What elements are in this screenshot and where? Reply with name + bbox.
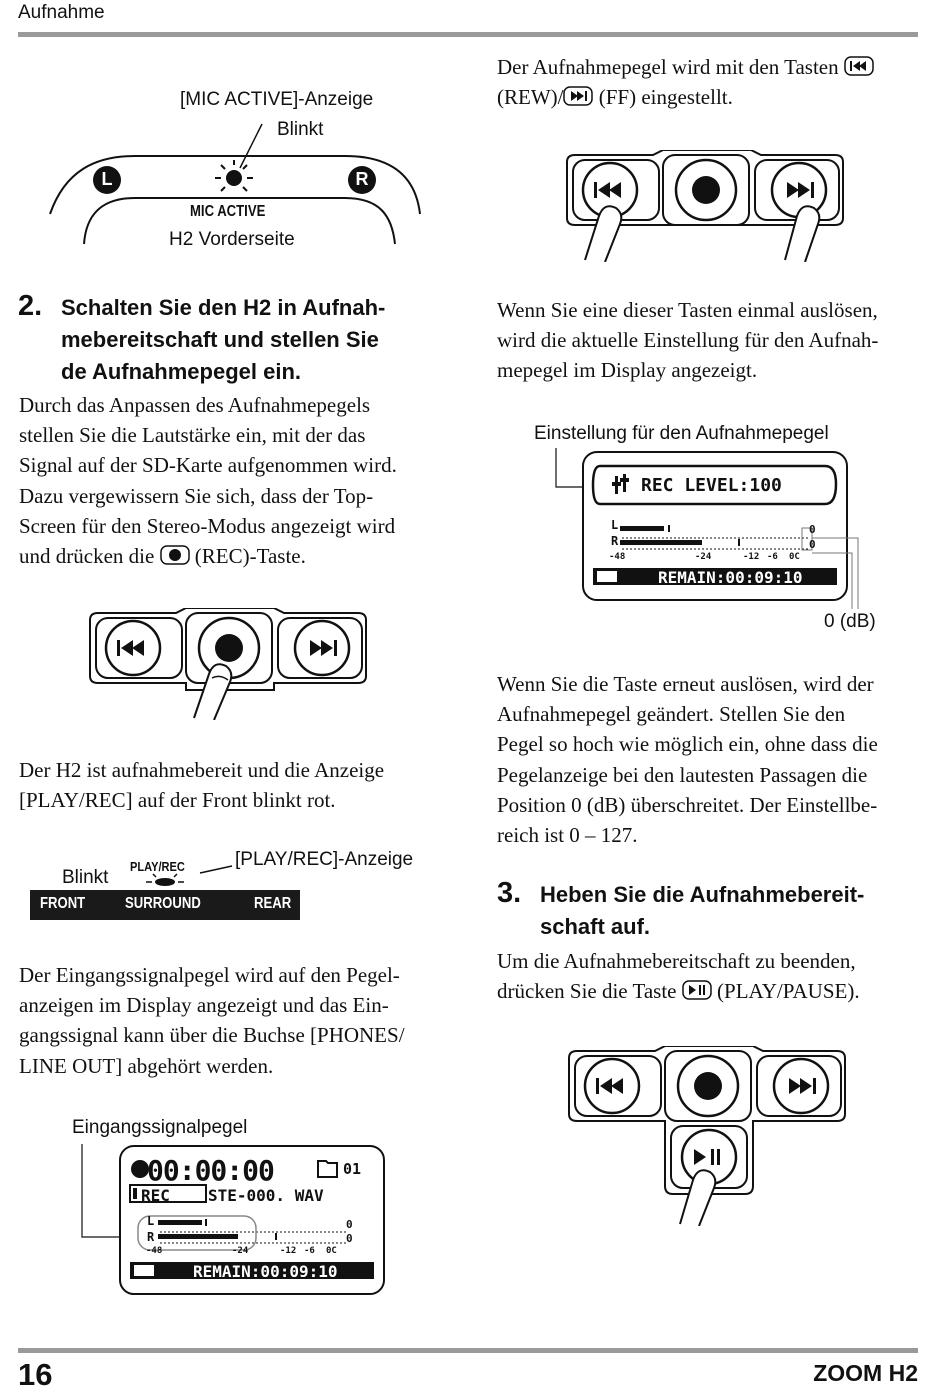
left-badge: L [101, 169, 113, 189]
input-rec-tag: REC [141, 1186, 170, 1205]
mic-active-text: MIC ACTIVE [190, 203, 266, 220]
step-3-paragraph [497, 946, 922, 1006]
text-line: (REW)/ (FF) eingestellt. [497, 85, 733, 110]
input-level-scale [146, 1246, 356, 1256]
transport-play-press-diagram [567, 1046, 847, 1226]
level-remain: REMAIN:00:09:10 [658, 568, 803, 587]
mic-active-label: [MIC ACTIVE]-Anzeige [180, 89, 374, 110]
playrec-indicator-label: [PLAY/REC]-Anzeige [235, 849, 414, 870]
text-line: Screen für den Stereo-Modus angezeigt wird [19, 513, 396, 538]
scale-tick: -12 [743, 552, 760, 562]
text-line: Pegelanzeige bei den lautesten Passagen die [497, 762, 868, 787]
level-ch-r: R [611, 534, 619, 548]
level-scale-zero: 0 [809, 523, 816, 536]
step-2-paragraph-2 [19, 755, 444, 815]
input-scale-zero-r: 0 [346, 1232, 353, 1245]
led-text: PLAY/REC [130, 859, 185, 874]
scale-tick: -24 [695, 552, 712, 562]
text-line: Aufnahmepegel geändert. Stellen Sie den [497, 702, 846, 727]
text-line: Dazu vergewissern Sie sich, dass der Top- [19, 483, 374, 508]
step-3-number: 3. [497, 877, 522, 909]
text-line: Pegel so hoch wie möglich ein, ohne dass die [497, 732, 878, 757]
text-line: Signal auf der SD-Karte aufgenommen wird. [19, 453, 397, 478]
level-again-paragraph [497, 669, 922, 850]
front-caption: H2 Vorderseite [169, 229, 295, 250]
bar-rear: REAR [254, 895, 292, 912]
input-time: 00:00:00 [147, 1154, 274, 1187]
step-2-paragraph-1 [19, 390, 444, 571]
scale-tick: -6 [304, 1246, 315, 1256]
play-pause-button-icon [682, 980, 712, 1000]
scale-tick: -12 [280, 1246, 297, 1256]
text-line: stellen Sie die Lautstärke ein, mit der das [19, 423, 366, 448]
blink-rays-icon [215, 160, 253, 191]
heading-line: Heben Sie die Aufnahmebereit- [540, 882, 865, 907]
input-scale-zero: 0 [346, 1218, 353, 1231]
header-rule [18, 32, 918, 37]
scale-tick: 0C [326, 1246, 337, 1256]
text-line: anzeigen im Display angezeigt und das Ein- [19, 993, 389, 1018]
page-number: 16 [18, 1357, 53, 1392]
playrec-drawing [28, 846, 438, 924]
scale-tick: -6 [767, 552, 778, 562]
input-ch-l: L [147, 1214, 155, 1228]
input-remain: REMAIN:00:09:10 [193, 1262, 338, 1281]
blink-label: Blinkt [277, 119, 324, 140]
text-line: Der Eingangssignalpegel wird auf den Pegel- [19, 963, 400, 987]
text-line: drücken Sie die Taste (PLAY/PAUSE). [497, 979, 860, 1004]
battery-icon [134, 1265, 154, 1276]
text-line: Durch das Anpassen des Aufnahmepegels [19, 393, 371, 417]
level-intro-paragraph [497, 52, 922, 112]
rec-level-readout: REC LEVEL:100 [641, 475, 782, 496]
text-line: Um die Aufnahmebereitschaft zu beenden, [497, 949, 856, 973]
section-title: Aufnahme [18, 2, 105, 23]
heading-line: Schalten Sie den H2 in Aufnah- [61, 295, 386, 320]
text-line: wird die aktuelle Einstellung für den Aufnah- [497, 328, 879, 353]
level-scale-zero-r: 0 [809, 538, 816, 551]
transport-rec-press-diagram [88, 608, 368, 720]
bar-front: FRONT [40, 895, 86, 912]
footer-rule [18, 1348, 918, 1353]
scale-tick: -48 [609, 552, 626, 562]
product-name: ZOOM H2 [813, 1360, 918, 1386]
scale-tick: -24 [232, 1246, 249, 1256]
input-display-caption: Eingangssignalpegel [72, 1117, 248, 1138]
ff-button-icon [563, 86, 593, 106]
blink-rays-icon [155, 878, 175, 886]
front-panel-diagram [40, 86, 440, 256]
step-2-number: 2. [18, 290, 43, 322]
step-2-paragraph-3 [19, 960, 444, 1081]
text-line: Wenn Sie die Taste erneut auslösen, wird der [497, 672, 874, 696]
level-once-paragraph [497, 295, 922, 386]
heading-line: schaft auf. [540, 914, 651, 939]
text-line: Der H2 ist aufnahmebereit und die Anzeige [19, 758, 385, 782]
scale-tick: -48 [146, 1246, 163, 1256]
heading-line: de Aufnahmepegel ein. [61, 359, 302, 384]
level-display-caption: Einstellung für den Aufnahmepegel [534, 423, 829, 444]
rew-button-icon [844, 56, 874, 76]
text-line: mepegel im Display angezeigt. [497, 358, 758, 383]
text-line: reich ist 0 – 127. [497, 823, 638, 848]
battery-icon [597, 571, 617, 582]
transport-rew-ff-press-diagram [565, 150, 845, 262]
input-folder-number: 01 [343, 1160, 362, 1178]
text-line: LINE OUT] abgehört werden. [19, 1053, 274, 1078]
bar-surround: SURROUND [125, 895, 201, 912]
text-line: Der Aufnahmepegel wird mit den Tasten [497, 52, 922, 82]
heading-line: mebereitschaft und stellen Sie [61, 327, 379, 352]
playrec-blink-label: Blinkt [62, 867, 109, 888]
input-filename: STE-000. WAV [208, 1186, 324, 1205]
text-line: Wenn Sie eine dieser Tasten einmal auslösen, [497, 298, 878, 322]
text-line: Position 0 (dB) überschreitet. Der Einstellbe- [497, 792, 878, 817]
step-2-heading [61, 292, 385, 388]
playrec-indicator-diagram [28, 846, 438, 924]
text-line: gangssignal kann über die Buchse [PHONES/ [19, 1023, 405, 1048]
zero-db-label: 0 (dB) [824, 611, 876, 632]
scale-tick: 0C [789, 552, 800, 562]
text-line: [PLAY/REC] auf der Front blinkt rot. [19, 788, 336, 813]
level-scale [609, 552, 819, 562]
rec-button-icon [160, 545, 190, 565]
step-3-heading [540, 879, 864, 943]
input-ch-r: R [147, 1230, 155, 1244]
level-ch-l: L [611, 518, 619, 532]
right-badge: R [355, 169, 369, 189]
text-line: und drücken die (REC)-Taste. [19, 544, 306, 569]
